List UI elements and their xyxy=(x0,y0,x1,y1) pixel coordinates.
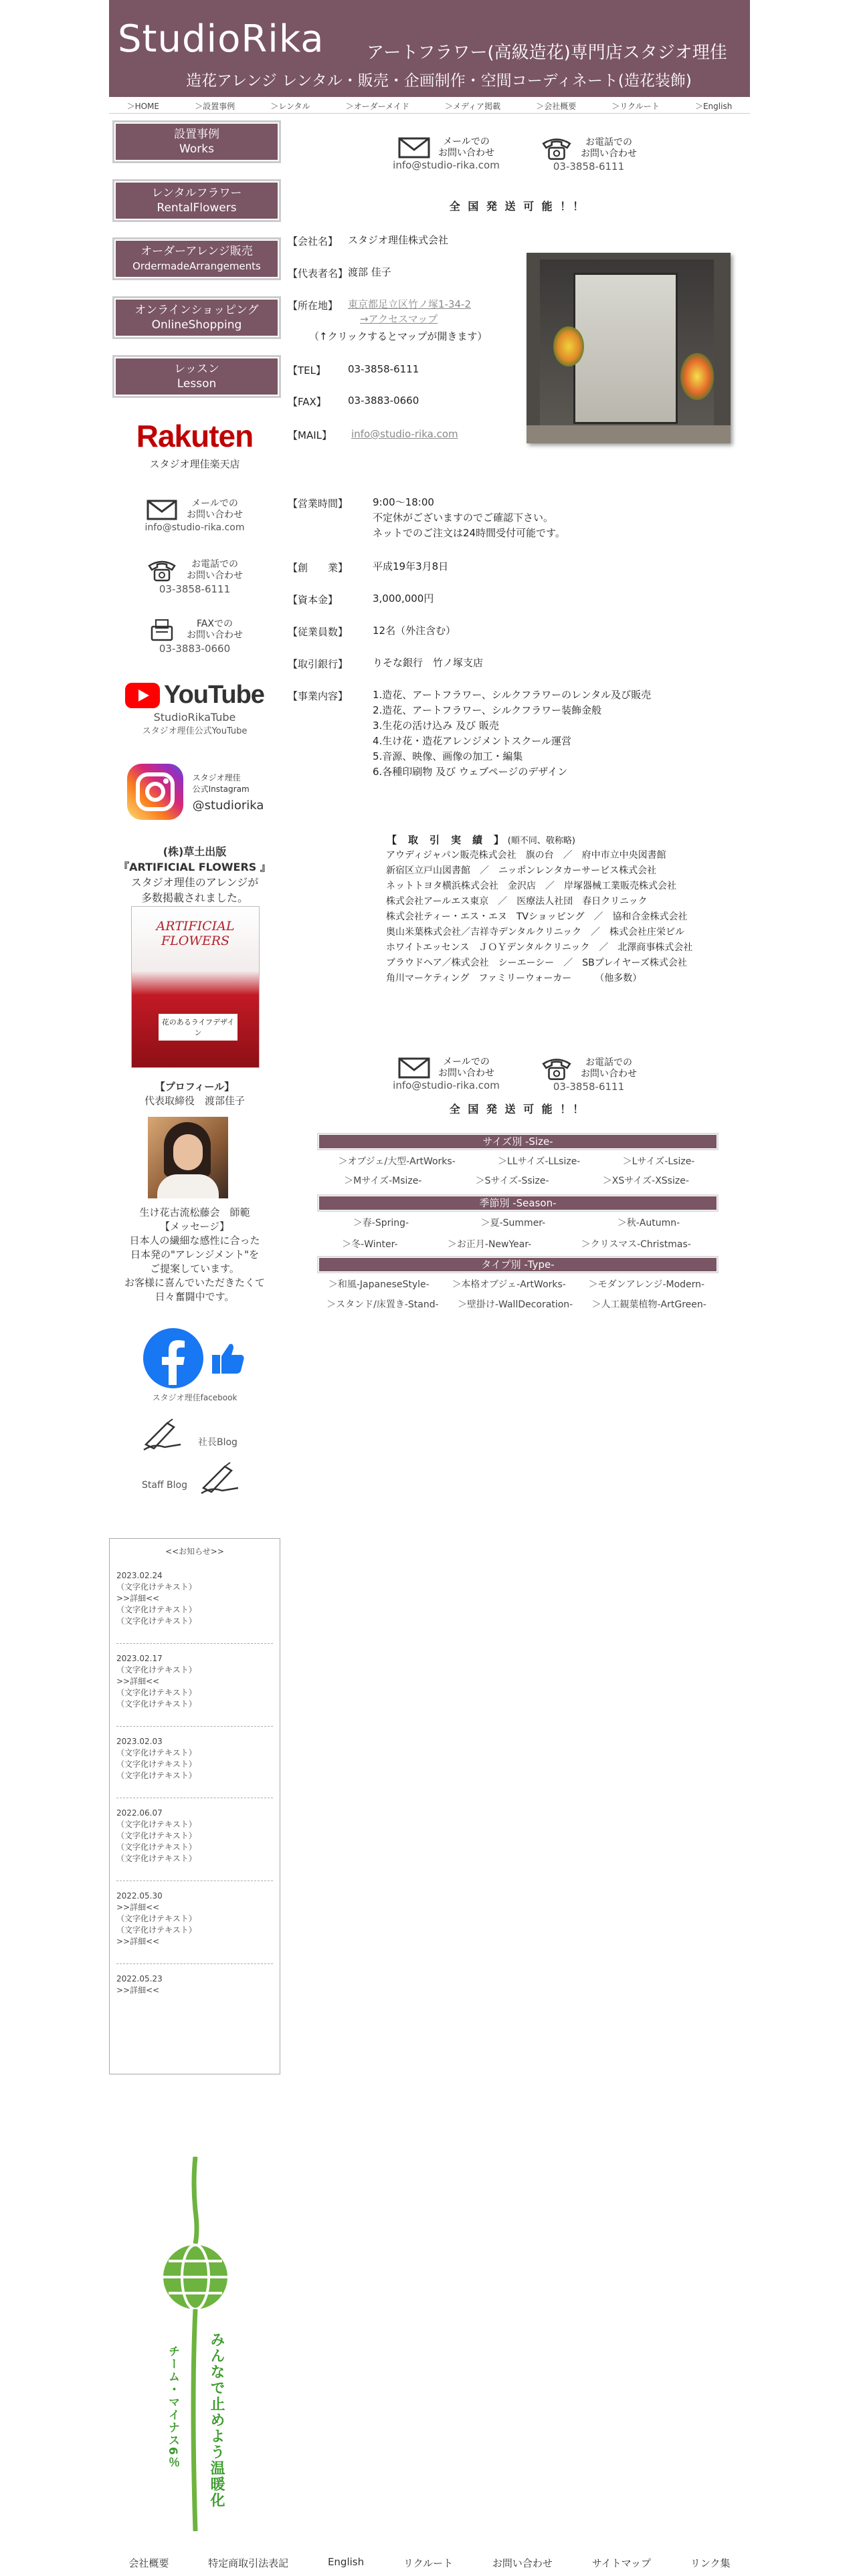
side-menu-sublabel: Works xyxy=(179,142,214,156)
business-item: 6.各種印刷物 及び ウェブページのデザイン xyxy=(373,766,568,778)
nav-home[interactable]: ＞HOME xyxy=(126,101,159,111)
news-text: （文字化けテキスト） xyxy=(116,1616,197,1626)
category-link[interactable]: ＞XSサイズ-XSsize- xyxy=(602,1176,689,1186)
category-link[interactable]: ＞モダンアレンジ-Modern- xyxy=(588,1279,705,1290)
side-mail-contact[interactable] xyxy=(109,498,280,533)
fax-label: 【FAX】 xyxy=(288,396,326,408)
rakuten-caption: スタジオ理佳楽天店 xyxy=(149,458,240,470)
company-name-label: 【会社名】 xyxy=(288,235,339,247)
client-line: 株式会社アールエス東京 ／ 医療法人社団 春日クリニック xyxy=(386,896,648,907)
message-line: 日々奮闘中です。 xyxy=(155,1291,235,1303)
bottom-tel-number: 03-3858-6111 xyxy=(553,1081,625,1093)
news-date: 2022.05.30 xyxy=(116,1891,163,1901)
side-fax-number: 03-3883-0660 xyxy=(159,643,231,655)
clients-heading xyxy=(387,833,575,847)
staff-count: 12名（外注含む） xyxy=(373,625,456,637)
side-menu-lesson[interactable] xyxy=(112,355,281,398)
category-type-header: タイプ別 -Type- xyxy=(317,1256,719,1273)
news-more-link[interactable]: >>詳細<< xyxy=(116,1937,160,1946)
tel-label: 【TEL】 xyxy=(288,364,326,377)
hours-time: 9:00～18:00 xyxy=(373,496,434,508)
header-subtagline: 造花アレンジ レンタル・販売・企画制作・空間コーディネート(造花装飾) xyxy=(186,72,692,90)
president-blog-link[interactable] xyxy=(140,1418,248,1458)
hours-block xyxy=(373,495,565,541)
category-link[interactable]: ＞Lサイズ-Lsize- xyxy=(622,1156,695,1167)
tel-label2: お問い合わせ xyxy=(187,570,243,581)
top-tel-number: 03-3858-6111 xyxy=(553,160,625,173)
category-link[interactable]: ＞春-Spring- xyxy=(353,1218,409,1228)
phone-icon xyxy=(147,559,177,582)
bottom-mail-address: info@studio-rika.com xyxy=(393,1079,500,1091)
capital-label: 【資本金】 xyxy=(288,594,339,606)
news-text: （文字化けテキスト） xyxy=(116,1665,197,1675)
thumbs-up-icon xyxy=(208,1339,247,1378)
publication-text2: 多数掲載されました。 xyxy=(140,891,248,904)
side-menu-sublabel: OrdermadeArrangements xyxy=(132,260,261,272)
news-text: （文字化けテキスト） xyxy=(116,1582,197,1592)
news-text: （文字化けテキスト） xyxy=(116,1831,197,1840)
side-mail-address: info@studio-rika.com xyxy=(145,522,245,533)
footer-link-recruit[interactable]: リクルート xyxy=(403,2557,454,2569)
footer-link-company[interactable]: 会社概要 xyxy=(128,2557,169,2569)
mail-label: メールでの xyxy=(443,136,490,147)
news-text: （文字化けテキスト） xyxy=(116,1605,197,1614)
category-season-row xyxy=(317,1216,716,1229)
publication-block xyxy=(109,844,280,905)
news-date: 2022.06.07 xyxy=(116,1808,163,1818)
rep-name: 渡部 佳子 xyxy=(348,266,391,278)
staff-blog-label: Staff Blog xyxy=(142,1480,187,1491)
side-tel-contact[interactable] xyxy=(109,559,280,595)
news-item[interactable] xyxy=(116,1964,273,2012)
pen-hand-icon xyxy=(140,1418,187,1458)
header-tagline: アートフラワー(高級造花)専門店スタジオ理佳 xyxy=(367,43,727,63)
client-line: ネットトヨタ横浜株式会社 金沢店 ／ 岸塚器械工業販売株式会社 xyxy=(386,881,676,891)
category-link[interactable]: ＞Sサイズ-Ssize- xyxy=(475,1176,549,1186)
tel-label2: お問い合わせ xyxy=(581,1069,637,1079)
nav-works[interactable]: ＞設置事例 xyxy=(195,101,235,111)
company-name: スタジオ理佳株式会社 xyxy=(348,234,449,246)
category-type-row xyxy=(317,1277,716,1291)
nav-recruit[interactable]: ＞リクルート xyxy=(611,101,660,111)
clients-note: (順不同、敬称略) xyxy=(507,836,575,846)
business-item: 5.音源、映像、画像の加工・編集 xyxy=(373,750,523,762)
facebook-banner[interactable] xyxy=(109,1327,280,1403)
mail-label2: お問い合わせ xyxy=(438,148,494,158)
category-season-row xyxy=(317,1237,716,1251)
side-menu-rental[interactable] xyxy=(112,179,281,222)
address-note: （↑クリックするとマップが開きます） xyxy=(309,330,488,342)
side-menu-label: 設置事例 xyxy=(174,128,219,141)
category-link[interactable]: ＞壁掛け-WallDecoration- xyxy=(457,1299,573,1310)
message-line: ご提案しています。 xyxy=(150,1263,240,1275)
client-line: 株式会社ティー・エス・エヌ TVショッピング ／ 協和合金株式会社 xyxy=(386,911,688,922)
book-subtitle: 花のあるライフデザイン xyxy=(159,1014,237,1041)
bank-label: 【取引銀行】 xyxy=(288,658,349,670)
news-more-link[interactable]: >>詳細<< xyxy=(116,1677,160,1686)
news-item[interactable] xyxy=(116,1644,273,1727)
news-text: （文字化けテキスト） xyxy=(116,1688,197,1697)
business-list xyxy=(373,687,651,780)
eco-banner[interactable] xyxy=(154,2157,248,2531)
news-text: （文字化けテキスト） xyxy=(116,1759,197,1769)
client-line: ホワイトエッセンス ＪＯＹデンタルクリニック ／ 北澤商事株式会社 xyxy=(386,942,693,953)
hours-note: 不定休がございますのでご確認下さい。 xyxy=(373,512,554,524)
youtube-caption: スタジオ理佳公式YouTube xyxy=(142,726,248,736)
staff-blog-link[interactable] xyxy=(140,1461,248,1501)
profile-photo xyxy=(148,1117,228,1198)
mail-label2: お問い合わせ xyxy=(438,1068,494,1079)
category-link[interactable]: ＞スタンド/床置き-Stand- xyxy=(326,1299,439,1310)
nav-ordermade[interactable]: ＞オーダーメイド xyxy=(345,101,409,111)
nav-media[interactable]: ＞メディア掲載 xyxy=(445,101,501,111)
company-mail-link[interactable]: info@studio-rika.com xyxy=(351,428,458,440)
category-link[interactable]: ＞冬-Winter- xyxy=(342,1239,398,1250)
side-fax-contact[interactable] xyxy=(109,619,280,655)
footer-link-links[interactable]: リンク集 xyxy=(690,2557,731,2569)
site-logo[interactable]: StudioRika xyxy=(118,17,324,61)
news-date: 2023.02.03 xyxy=(116,1737,163,1746)
instagram-icon xyxy=(126,762,185,821)
news-date: 2023.02.24 xyxy=(116,1571,163,1580)
news-item[interactable] xyxy=(116,1881,273,1964)
category-link[interactable]: ＞クリスマス-Christmas- xyxy=(581,1239,691,1250)
mail-label: メールでの xyxy=(443,1057,490,1067)
category-type-row xyxy=(317,1297,716,1311)
profile-name: 代表取締役 渡部佳子 xyxy=(144,1095,245,1107)
eco-slogan: みんなで止めよう温暖化 xyxy=(208,2332,225,2508)
message-title: 【メッセージ】 xyxy=(159,1220,230,1232)
nav-company[interactable]: ＞会社概要 xyxy=(536,101,577,111)
side-menu-label: レッスン xyxy=(174,362,219,376)
top-nav xyxy=(109,98,750,114)
facebook-icon xyxy=(142,1327,204,1389)
news-text: （文字化けテキスト） xyxy=(116,1854,197,1863)
message-line: 日本人の繊細な感性に合った xyxy=(129,1235,260,1247)
category-link[interactable]: ＞和風-JapaneseStyle- xyxy=(328,1279,430,1290)
bank-name: りそな銀行 竹ノ塚支店 xyxy=(373,657,484,669)
hours-label: 【営業時間】 xyxy=(288,498,349,510)
category-link[interactable]: ＞LLサイズ-LLsize- xyxy=(498,1156,581,1167)
mail-icon xyxy=(147,498,177,521)
footer-link-sitemap[interactable]: サイトマップ xyxy=(591,2557,652,2569)
nationwide-shipping-notice: 全 国 発 送 可 能 ！！ xyxy=(449,200,586,213)
address-block xyxy=(348,297,471,326)
instagram-handle: @studiorika xyxy=(192,798,264,813)
business-label: 【事業内容】 xyxy=(288,690,349,702)
instagram-banner[interactable] xyxy=(109,762,280,821)
eco-team-name: チーム・マイナス6％ xyxy=(166,2345,179,2469)
bottom-mail-contact[interactable] xyxy=(389,1057,503,1091)
client-line: アウディジャパン販売株式会社 旗の台 ／ 府中市立中央図書館 xyxy=(386,850,666,861)
facebook-caption: スタジオ理佳facebook xyxy=(152,1393,237,1402)
news-text: （文字化けテキスト） xyxy=(116,1699,197,1709)
mail-label2: お問い合わせ xyxy=(187,510,243,520)
nav-english[interactable]: ＞English xyxy=(694,101,733,111)
news-text: （文字化けテキスト） xyxy=(116,1842,197,1852)
category-link[interactable]: ＞Mサイズ-Msize- xyxy=(344,1176,422,1186)
side-menu-label: オーダーアレンジ販売 xyxy=(140,245,253,258)
client-line: 角川マーケティング ファミリーウォーカー （他多数） xyxy=(386,973,642,984)
business-item: 4.生け花・造花アレンジメントスクール運営 xyxy=(373,735,572,747)
mail-icon xyxy=(398,1057,430,1079)
company-tel: 03-3858-6111 xyxy=(348,363,419,375)
mail-icon xyxy=(398,136,430,159)
fax-label: FAXでの xyxy=(197,619,233,629)
fax-icon xyxy=(147,619,177,641)
news-item[interactable] xyxy=(116,1727,273,1798)
category-size-row xyxy=(317,1174,716,1187)
business-item: 3.生花の活け込み 及び 販売 xyxy=(373,720,499,732)
news-text: （文字化けテキスト） xyxy=(116,1771,197,1780)
founded-date: 平成19年3月8日 xyxy=(373,560,449,572)
phone-icon xyxy=(541,1057,573,1081)
tel-label: お電話での xyxy=(585,137,632,148)
address-link[interactable]: 東京都足立区竹ノ塚1-34-2 xyxy=(348,298,471,310)
eco-globe-icon xyxy=(154,2157,248,2531)
news-panel xyxy=(109,1538,280,2074)
news-more-link[interactable]: >>詳細<< xyxy=(116,1903,160,1912)
news-text: （文字化けテキスト） xyxy=(116,1925,197,1935)
storefront-photo xyxy=(527,253,731,443)
tel-label: お電話での xyxy=(585,1057,632,1068)
category-link[interactable]: ＞秋-Autumn- xyxy=(617,1218,680,1228)
founded-label: 【創 業】 xyxy=(288,562,349,574)
president-blog-label: 社長Blog xyxy=(198,1437,237,1448)
address-label: 【所在地】 xyxy=(288,300,339,312)
news-text: （文字化けテキスト） xyxy=(116,1820,197,1829)
nationwide-shipping-notice: 全 国 発 送 可 能 ！！ xyxy=(449,1103,586,1115)
youtube-icon xyxy=(125,683,160,708)
hours-note2: ネットでのご注文は24時間受付可能です。 xyxy=(373,527,565,539)
business-item: 2.造花、アートフラワー、シルクフラワー装飾金般 xyxy=(373,704,602,716)
news-text: （文字化けテキスト） xyxy=(116,1748,197,1757)
profile-block xyxy=(109,1080,280,1108)
category-link[interactable]: ＞オブジェ/大型-ArtWorks- xyxy=(338,1156,456,1167)
rep-label: 【代表者名】 xyxy=(288,267,349,280)
category-size-row xyxy=(317,1154,716,1168)
category-link[interactable]: ＞人工観葉植物-ArtGreen- xyxy=(591,1299,706,1310)
side-menu-shopping[interactable] xyxy=(112,296,281,339)
youtube-banner[interactable] xyxy=(109,681,280,736)
message-block xyxy=(109,1206,280,1304)
message-line: お客様に喜んでいただきたくて xyxy=(124,1277,265,1289)
client-line: ブラウドヘア／株式会社 シーエーシー ／ SBプレイヤーズ株式会社 xyxy=(386,958,687,968)
side-menu-works[interactable] xyxy=(112,120,281,163)
top-mail-address: info@studio-rika.com xyxy=(393,159,500,171)
business-item: 1.造花、アートフラワー、シルクフラワーのレンタル及び販売 xyxy=(373,689,652,701)
news-date: 2023.02.17 xyxy=(116,1654,163,1663)
category-season-header: 季節別 -Season- xyxy=(317,1194,719,1212)
category-size-header: サイズ別 -Size- xyxy=(317,1133,719,1150)
footer-link-legal[interactable]: 特定商取引法表記 xyxy=(208,2557,289,2569)
tel-label2: お問い合わせ xyxy=(581,148,637,159)
top-mail-contact[interactable] xyxy=(389,136,503,171)
clients-title: 【 取 引 実 績 】 xyxy=(387,834,505,846)
footer-nav xyxy=(109,2556,750,2570)
client-line: 新宿区立戸山図書館 ／ ニッポンレンタカーサービス株式会社 xyxy=(386,865,657,876)
rakuten-logo: Rakuten xyxy=(136,419,254,453)
youtube-channel: StudioRikaTube xyxy=(153,711,236,724)
news-more-link[interactable]: >>詳細<< xyxy=(116,1985,160,1995)
news-title: <<お知らせ>> xyxy=(165,1547,224,1556)
side-tel-number: 03-3858-6111 xyxy=(159,583,231,595)
side-menu-ordermade[interactable] xyxy=(112,237,281,280)
bottom-tel-contact[interactable] xyxy=(532,1057,646,1093)
profile-title: 【プロフィール】 xyxy=(155,1081,235,1093)
tel-label: お電話での xyxy=(191,559,238,570)
footer-link-contact[interactable]: お問い合わせ xyxy=(492,2557,553,2569)
side-menu-sublabel: OnlineShopping xyxy=(151,318,242,332)
news-text: （文字化けテキスト） xyxy=(116,1914,197,1923)
instagram-label2: 公式Instagram xyxy=(192,784,250,794)
profile-role: 生け花古流松藤会 師範 xyxy=(139,1206,250,1218)
message-line: 日本発の"アレンジメント"を xyxy=(130,1249,259,1261)
publication-text: スタジオ理佳のアレンジが xyxy=(130,876,259,889)
staff-label: 【従業員数】 xyxy=(288,626,349,638)
mail-label: メールでの xyxy=(191,498,238,509)
rakuten-banner[interactable] xyxy=(109,418,280,471)
footer-link-english[interactable]: English xyxy=(327,2556,365,2568)
clients-list xyxy=(386,848,692,986)
capital-amount: 3,000,000円 xyxy=(373,593,434,605)
client-line: 奥山米葉株式会社／吉祥寺デンタルクリニック ／ 株式会社庄栄ビル xyxy=(386,927,685,938)
access-map-link[interactable]: →アクセスマップ xyxy=(360,313,438,325)
fax-label2: お問い合わせ xyxy=(187,630,243,641)
category-link[interactable]: ＞お正月-NewYear- xyxy=(447,1239,532,1250)
company-fax: 03-3883-0660 xyxy=(348,395,419,407)
side-menu-label: レンタルフラワー xyxy=(151,187,242,200)
side-menu-sublabel: RentalFlowers xyxy=(157,201,237,215)
top-tel-contact[interactable] xyxy=(532,136,646,173)
side-menu-sublabel: Lesson xyxy=(177,377,217,391)
news-more-link[interactable]: >>詳細<< xyxy=(116,1594,160,1603)
side-menu-label: オンラインショッピング xyxy=(134,304,259,317)
publication-title[interactable]: 『ARTIFICIAL FLOWERS 』 xyxy=(118,861,271,873)
category-link[interactable]: ＞本格オブジェ-ArtWorks- xyxy=(452,1279,566,1290)
mail-label: 【MAIL】 xyxy=(288,429,332,441)
instagram-label: スタジオ理佳 xyxy=(192,772,241,782)
youtube-wordmark: YouTube xyxy=(164,681,264,709)
book-cover[interactable] xyxy=(131,906,260,1068)
news-item[interactable] xyxy=(116,1798,273,1881)
publisher-name: (株)草土出版 xyxy=(163,845,227,858)
category-link[interactable]: ＞夏-Summer- xyxy=(480,1218,546,1228)
phone-icon xyxy=(541,136,573,160)
pen-hand-icon xyxy=(198,1461,245,1501)
news-item[interactable] xyxy=(116,1561,273,1644)
nav-rental[interactable]: ＞レンタル xyxy=(270,101,310,111)
news-date: 2022.05.23 xyxy=(116,1974,163,1983)
book-title: ARTIFICIAL FLOWERS xyxy=(156,919,235,948)
